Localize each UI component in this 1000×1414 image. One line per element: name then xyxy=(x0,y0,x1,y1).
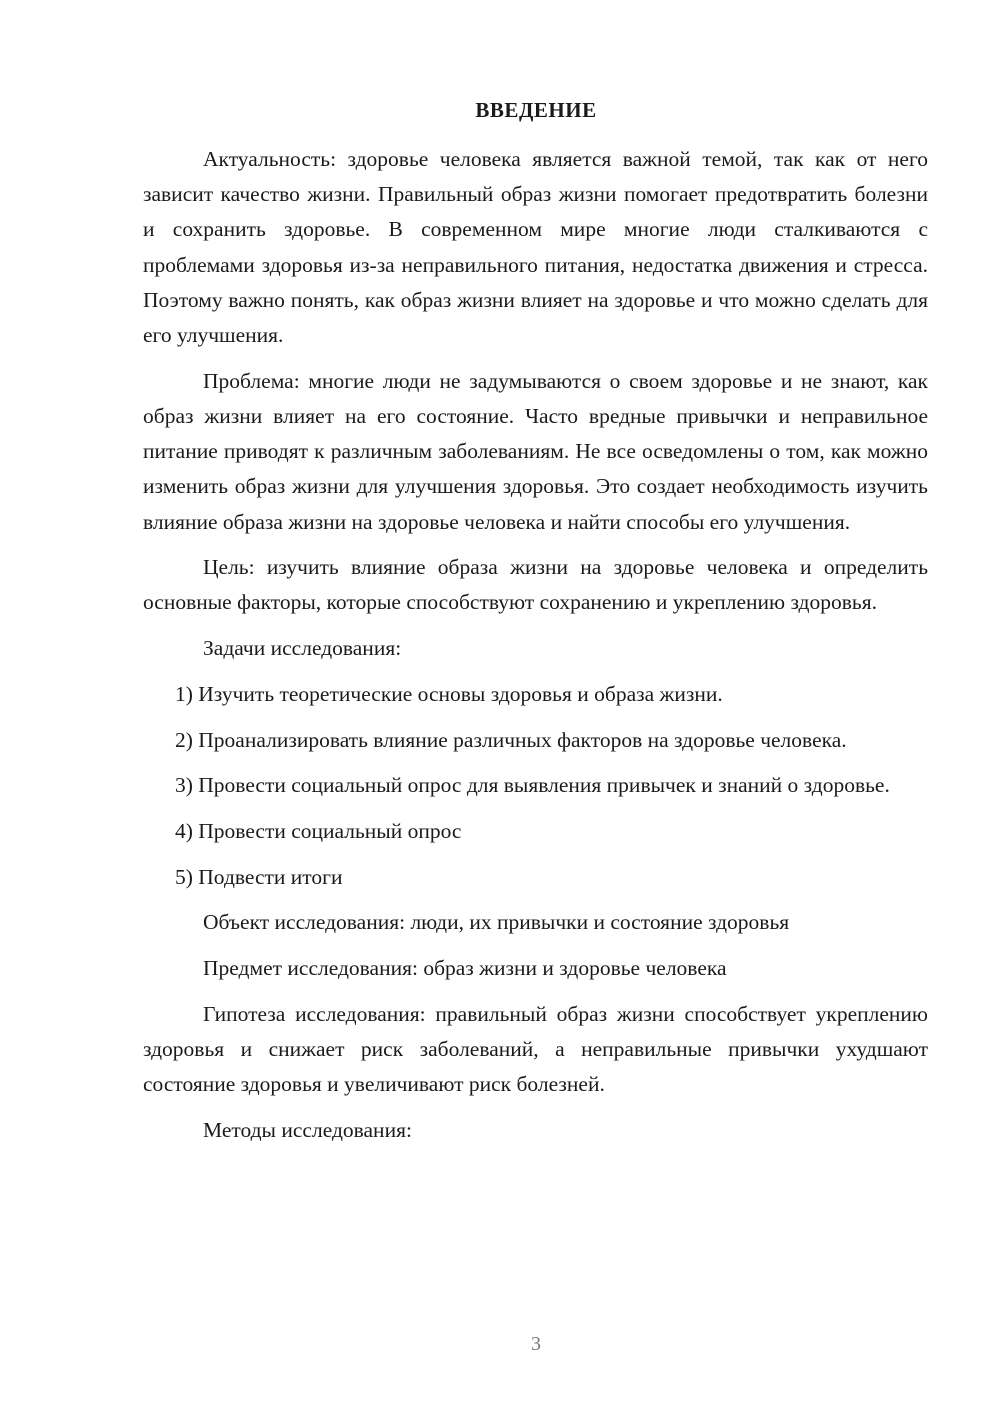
paragraph-object: Объект исследования: люди, их привычки и состояние здоровья xyxy=(203,910,790,935)
paragraph-subject: Предмет исследования: образ жизни и здоровье человека xyxy=(203,956,727,981)
tasks-heading: Задачи исследования: xyxy=(203,636,402,661)
paragraph-hypothesis: Гипотеза исследования: правильный образ жизни способствует укреплению здоровья и снижает риск заболеваний, а неправильные привычки ухудшают состояние здоровья и увеличивают риск болезней. xyxy=(143,1001,928,1097)
paragraph-relevance: Актуальность: здоровье человека является важной темой, так как от него зависит качество жизни. Правильный образ жизни помогает предотвратить болезни и сохранить здоровье. В современном мире многие люди сталкиваются с проблемами здоровья из-за неправильного питания, недостатка движения и стресса. Поэтому важно понять, как образ жизни влияет на здоровье и что можно сделать для его улучшения. xyxy=(143,147,928,348)
paragraph-goal: Цель: изучить влияние образа жизни на здоровье человека и определить основные факторы, которые способствуют сохранению и укреплению здоровья. xyxy=(143,555,928,615)
task-item-4: 4) Провести социальный опрос xyxy=(175,818,462,843)
document-body xyxy=(143,142,928,1159)
page-number: 3 xyxy=(531,1333,541,1355)
task-item-5: 5) Подвести итоги xyxy=(175,864,343,889)
task-item-1: 1) Изучить теоретические основы здоровья и образа жизни. xyxy=(175,681,723,706)
paragraph-methods: Методы исследования: xyxy=(203,1117,412,1142)
task-item-3: 3) Провести социальный опрос для выявления привычек и знаний о здоровье. xyxy=(175,773,890,798)
page-title: ВВЕДЕНИЕ xyxy=(475,98,597,122)
task-item-2: 2) Проанализировать влияние различных факторов на здоровье человека. xyxy=(175,727,847,752)
paragraph-problem: Проблема: многие люди не задумываются о своем здоровье и не знают, как образ жизни влияет на его состояние. Часто вредные привычки и неправильное питание приводят к различным заболеваниям. Не все осведомлены о том, как можно изменить образ жизни для улучшения здоровья. Это создает необходимость изучить влияние образа жизни на здоровье человека и найти способы его улучшения. xyxy=(143,368,928,534)
